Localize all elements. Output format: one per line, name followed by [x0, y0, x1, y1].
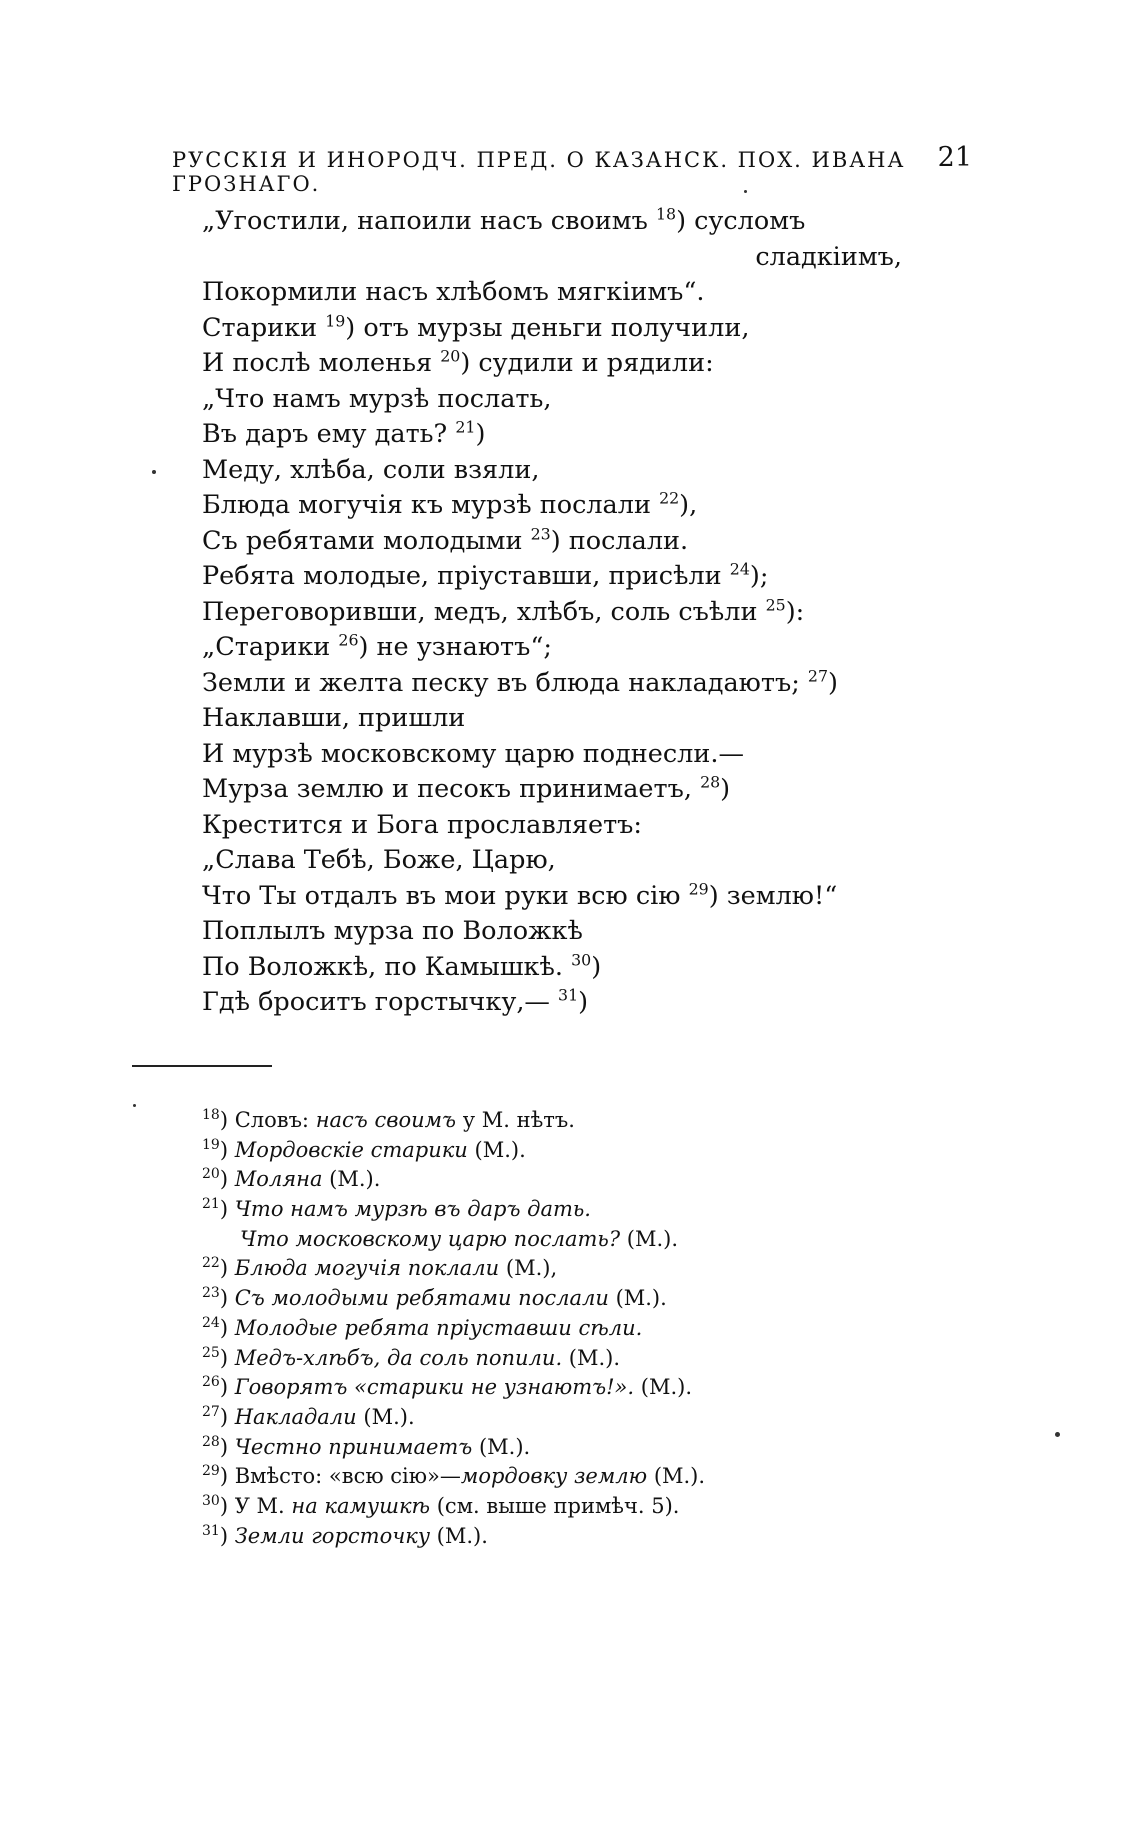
- footnote-number: 21: [202, 1196, 220, 1213]
- footnote-text: (М.),: [499, 1256, 558, 1281]
- footnote-text: Блюда могучія поклали: [234, 1256, 500, 1281]
- footnote-text: на камушкѣ: [291, 1493, 431, 1518]
- print-speck: [133, 1104, 136, 1107]
- footnote-number: 31: [202, 1522, 220, 1539]
- poem-line-text: Гдѣ броситъ горстычку,—: [202, 987, 559, 1017]
- poem-line-text: Старики: [202, 312, 326, 343]
- poem-line-text: Блюда могучія къ мурзѣ послали: [202, 490, 660, 520]
- footnote-text: (М.).: [467, 1137, 526, 1162]
- footnote-text: ) У М.: [219, 1493, 292, 1518]
- footnote-text: ): [219, 1286, 235, 1311]
- footnote-number: 18: [202, 1107, 220, 1123]
- print-speck: [1055, 1432, 1060, 1437]
- poem-line-text: ) землю!“: [708, 880, 838, 911]
- footnote: [202, 1373, 902, 1403]
- footnote-text: Что московскому царю послать?: [240, 1226, 621, 1251]
- poem-line-text: ) судили и рядили:: [460, 348, 714, 378]
- footnote-text: ): [219, 1345, 235, 1370]
- footnote-number: 23: [202, 1285, 220, 1302]
- poem-line: [202, 311, 922, 347]
- poem-line: [202, 985, 922, 1021]
- footnote-number: 19: [202, 1136, 220, 1153]
- footnote-text: ) Вмѣсто: «всю сію»—: [219, 1464, 461, 1489]
- footnote: [202, 1462, 902, 1492]
- footnote: [202, 1195, 902, 1225]
- footnote-text: ): [219, 1197, 235, 1222]
- poem-line-text: );: [749, 561, 769, 591]
- poem-line-text: ): [475, 419, 486, 449]
- poem-line: [202, 346, 922, 382]
- poem-line: [202, 950, 922, 986]
- print-speck: [152, 470, 156, 474]
- poem-line: [202, 453, 922, 489]
- poem-line: [202, 772, 922, 808]
- footnote: [202, 1106, 902, 1136]
- poem-line-text: И послѣ моленья: [202, 348, 441, 378]
- footnote: [202, 1403, 902, 1433]
- footnote-text: (М.).: [620, 1226, 679, 1251]
- footnote-text: Накладали: [234, 1404, 357, 1429]
- footnote: [202, 1165, 902, 1195]
- poem-line-text: По Воложкѣ, по Камышкѣ.: [202, 951, 572, 982]
- running-header: [172, 142, 972, 196]
- footnote-text: (М.).: [647, 1464, 706, 1489]
- footnote: [202, 1225, 902, 1255]
- footnote-ref: 25: [765, 595, 786, 614]
- print-speck: [744, 190, 747, 193]
- poem-line-text: „Угостили, напоили насъ своимъ: [202, 206, 656, 236]
- poem-line-text: Что Ты отдалъ въ мои руки всю сію: [202, 880, 689, 911]
- footnote: [202, 1522, 902, 1552]
- footnote-text: ): [219, 1434, 235, 1459]
- poem-line: [202, 275, 922, 311]
- footnote-number: 22: [202, 1255, 220, 1272]
- poem-line-text: Мурза землю и песокъ принимаетъ,: [202, 774, 701, 804]
- footnote-number: 30: [202, 1492, 220, 1509]
- poem-line-text: „Старики: [202, 632, 339, 662]
- footnote-text: (М.).: [356, 1404, 415, 1429]
- footnote-ref: 26: [338, 630, 359, 650]
- poem-line-text: Съ ребятами молодыми: [202, 525, 531, 556]
- footnote: [202, 1284, 902, 1314]
- footnote-text: ): [219, 1404, 235, 1429]
- footnote-text: Моляна: [234, 1167, 323, 1192]
- footnote-text: мордовку землю: [460, 1464, 648, 1489]
- footnote-number: 26: [202, 1374, 220, 1391]
- footnote-number: 27: [202, 1403, 220, 1420]
- footnote-text: (М.).: [430, 1523, 488, 1548]
- poem-line: [202, 488, 922, 524]
- footnote: [202, 1344, 902, 1374]
- poem-line-text: ): [828, 667, 838, 698]
- poem-line-text: Переговоривши, медъ, хлѣбъ, соль съѣли: [202, 596, 766, 627]
- poem-line: [202, 808, 922, 844]
- footnote-number: 20: [202, 1166, 220, 1183]
- footnote-ref: 29: [688, 879, 709, 898]
- footnotes: [202, 1106, 902, 1551]
- footnote-ref: 31: [558, 985, 579, 1005]
- poem-line: [202, 595, 922, 631]
- poem-line-text: ): [578, 987, 589, 1017]
- poem-line-text: сладкіимъ,: [755, 241, 902, 272]
- poem-line-text: ) сусломъ: [676, 206, 806, 236]
- poem-line: [202, 559, 922, 595]
- footnote-text: Медъ-хлѣбъ, да соль попили.: [234, 1345, 563, 1370]
- footnote-text: Честно принимаетъ: [234, 1434, 473, 1459]
- footnote: [202, 1254, 902, 1284]
- footnote-ref: 19: [325, 311, 346, 330]
- poem-line-text: И мурзѣ московскому царю поднесли.—: [202, 738, 744, 769]
- footnote-ref: 20: [440, 346, 461, 366]
- running-title: РУССКІЯ И ИНОРОДЧ. ПРЕД. О КАЗАНСК. ПОХ. ИВАНА ГРОЗНАГО.: [172, 148, 906, 196]
- poem-line-text: Меду, хлѣба, соли взяли,: [202, 454, 540, 485]
- footnote: [202, 1433, 902, 1463]
- footnote-ref: 22: [659, 488, 680, 508]
- poem-line-text: Ребята молодые, пріуставши, присѣли: [202, 561, 730, 591]
- footnote-text: насъ своимъ: [315, 1108, 457, 1132]
- footnote: [202, 1492, 902, 1522]
- footnote-text: (М.).: [322, 1167, 381, 1192]
- footnote-ref: 18: [655, 204, 677, 224]
- page-number: 21: [937, 142, 972, 173]
- footnote-number: 24: [202, 1314, 220, 1331]
- poem-line-text: Земли и желта песку въ блюда накладаютъ;: [202, 667, 808, 698]
- footnote-text: ): [219, 1167, 235, 1192]
- poem-line: [202, 701, 922, 737]
- poem-line: [202, 204, 922, 240]
- poem-line: [202, 240, 922, 276]
- footnote-text: Мордовскіе старики: [234, 1137, 468, 1162]
- footnote-number: 25: [202, 1344, 220, 1361]
- poem-line-text: ) отъ мурзы деньги получили,: [345, 312, 750, 343]
- footnote-text: (М.).: [634, 1375, 693, 1400]
- footnote-text: у М. нѣтъ.: [456, 1108, 575, 1132]
- footnote-ref: 27: [807, 666, 829, 685]
- footnote: [202, 1136, 902, 1166]
- footnote-number: 28: [202, 1433, 220, 1450]
- footnote-text: ): [219, 1137, 235, 1162]
- footnote-ref: 28: [700, 772, 721, 792]
- footnote-text: (М.).: [608, 1286, 667, 1311]
- footnote-number: 29: [202, 1463, 220, 1480]
- footnote-text: ): [219, 1523, 235, 1548]
- footnote-ref: 21: [455, 417, 476, 437]
- poem-line-text: Въ даръ ему дать?: [202, 419, 456, 449]
- footnote-ref: 23: [530, 524, 551, 543]
- poem-line-text: Покормили насъ хлѣбомъ мягкіимъ“.: [202, 277, 705, 307]
- footnote-ref: 30: [571, 950, 592, 969]
- poem-line: [202, 666, 922, 702]
- footnote-text: ): [219, 1375, 235, 1400]
- poem-line-text: Крестится и Бога прославляетъ:: [202, 809, 642, 840]
- poem-line-text: Наклавши, пришли: [202, 703, 466, 733]
- poem-line: [202, 737, 922, 773]
- poem-line-text: „Слава Тебѣ, Боже, Царю,: [202, 845, 556, 875]
- poem-line: [202, 879, 922, 915]
- poem-line-text: „Что намъ мурзѣ послать,: [202, 383, 552, 414]
- poem-line-text: ),: [679, 490, 698, 520]
- poem-text: [202, 204, 922, 1021]
- footnote: [202, 1314, 902, 1344]
- footnote-text: Земли горсточку: [234, 1523, 430, 1548]
- footnote-text: ): [219, 1315, 235, 1340]
- poem-line: [202, 382, 922, 418]
- footnote-text: Что намъ мурзѣ въ даръ дать.: [234, 1197, 591, 1222]
- poem-line: [202, 630, 922, 666]
- footnote-text: (М.).: [562, 1345, 621, 1370]
- footnote-text: (М.).: [472, 1434, 531, 1459]
- poem-line: [202, 843, 922, 879]
- poem-line: [202, 914, 922, 950]
- poem-line-text: ): [591, 951, 602, 982]
- poem-line: [202, 524, 922, 560]
- poem-line: [202, 417, 922, 453]
- footnote-text: Говорятъ «старики не узнаютъ!».: [234, 1375, 635, 1400]
- poem-line-text: ) послали.: [550, 525, 689, 556]
- footnote-ref: 24: [729, 559, 750, 579]
- poem-line-text: ): [720, 774, 731, 804]
- footnote-text: (см. выше примѣч. 5).: [430, 1493, 680, 1518]
- footnote-text: ) Словъ:: [219, 1108, 316, 1132]
- footnote-text: Съ молодыми ребятами послали: [234, 1286, 609, 1311]
- poem-line-text: ) не узнаютъ“;: [358, 632, 553, 662]
- poem-line-text: ):: [785, 596, 805, 627]
- footnote-text: ): [219, 1256, 235, 1281]
- footnote-separator: [132, 1065, 272, 1067]
- poem-line-text: Поплылъ мурза по Воложкѣ: [202, 916, 583, 946]
- footnote-text: Молодые ребята пріуставши сѣли.: [234, 1315, 643, 1340]
